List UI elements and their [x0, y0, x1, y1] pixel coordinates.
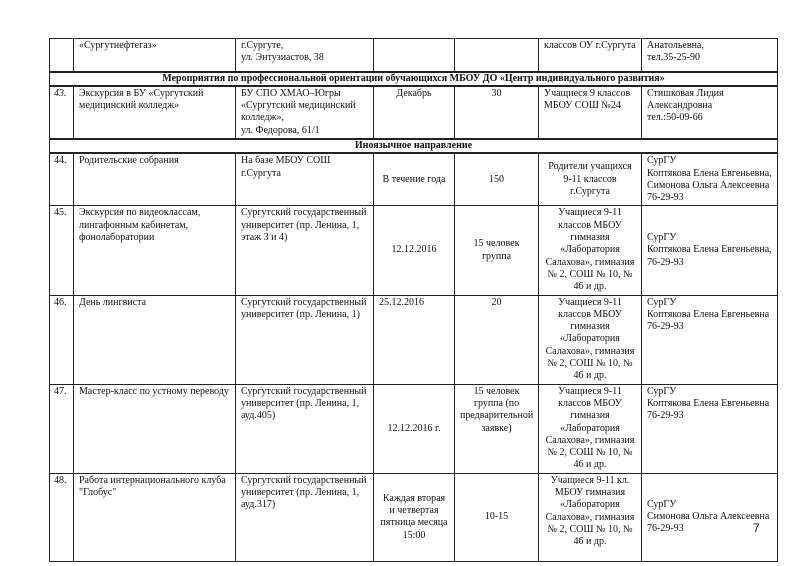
cell-num: 48. — [50, 473, 74, 561]
cell-date: Каждая вторая и четвертая пятница месяца 15:00 — [374, 473, 455, 561]
cell-place: На базе МБОУ СОШ г.Сургута — [236, 153, 374, 206]
cell-num: 43. — [50, 86, 74, 139]
cell-participants: Учащиеся 9-11 классов МБОУ гимназия «Лаборатория Салахова», гимназия № 2, СОШ № 10, № 46 и др. — [539, 206, 642, 295]
section-header — [50, 139, 778, 153]
table-row — [50, 295, 778, 384]
cell-date: 25.12.2016 — [374, 295, 455, 384]
cell-participants: Родители учащихся 9-11 классов г.Сургута — [539, 153, 642, 206]
cell-event: Родительские собрания — [74, 153, 236, 206]
table-row — [50, 206, 778, 295]
cell-participants: Учащиеся 9-11 классов МБОУ гимназия «Лаборатория Салахова», гимназия № 2, СОШ № 10, № 46 и др. — [539, 384, 642, 473]
cell-responsible: СурГУ Коптякова Елена Евгеньевна, 76-29-93 — [642, 206, 778, 295]
cell-responsible: СурГУ Коптякова Елена Евгеньевна, Симонова Ольга Алексеевна 76-29-93 — [642, 153, 778, 206]
cell-event: «Сургутнефтегаз» — [74, 39, 236, 72]
cell-participants: Учащиеся 9-11 кл. МБОУ гимназия «Лаборатория Салахова», гимназия № 2, СОШ № 10, № 46 и др. — [539, 473, 642, 561]
cell-num: 44. — [50, 153, 74, 206]
cell-count: 10-15 — [455, 473, 539, 561]
cell-participants: Учащиеся 9-11 классов МБОУ гимназия «Лаборатория Салахова», гимназия № 2, СОШ № 10, № 46 и др. — [539, 295, 642, 384]
events-table — [49, 38, 778, 562]
cell-date: В течение года — [374, 153, 455, 206]
cell-place: Сургутский государственный университет (пр. Ленина, 1, этаж 3 и 4) — [236, 206, 374, 295]
cell-place: Сургутский государственный университет (пр. Ленина, 1, ауд.317) — [236, 473, 374, 561]
cell-participants: Учащиеся 9 классов МБОУ СОШ №24 — [539, 86, 642, 139]
cell-num: 46. — [50, 295, 74, 384]
cell-event: Экскурсия по видеоклассам, лингафонным кабинетам, фонолаборатории — [74, 206, 236, 295]
cell-place: БУ СПО ХМАО–Югры «Сургутский медицинский колледж», ул. Федорова, 61/1 — [236, 86, 374, 139]
cell-date: 12.12.2016 г. — [374, 384, 455, 473]
cell-event: Мастер-класс по устному переводу — [74, 384, 236, 473]
cell-event: Экскурсия в БУ «Сургутский медицинский колледж» — [74, 86, 236, 139]
cell-count: 20 — [455, 295, 539, 384]
section-header — [50, 72, 778, 86]
cell-num: 45. — [50, 206, 74, 295]
cell-count: 30 — [455, 86, 539, 139]
cell-date — [374, 39, 455, 72]
table-row — [50, 384, 778, 473]
cell-place: г.Сургуте, ул. Энтузиастов, 38 — [236, 39, 374, 72]
page-number: 7 — [753, 521, 760, 535]
cell-date: 12.12.2016 — [374, 206, 455, 295]
cell-event: Работа интернационального клуба "Глобус" — [74, 473, 236, 561]
cell-count — [455, 39, 539, 72]
cell-responsible: СурГУ Коптякова Елена Евгеньевна 76-29-93 — [642, 295, 778, 384]
cell-count: 15 человек группа (по предварительной заявке) — [455, 384, 539, 473]
cell-responsible: СурГУ Симонова Ольга Алексеевна 76-29-93 — [642, 473, 778, 561]
section-title: Мероприятия по профессиональной ориентации обучающихся МБОУ ДО «Центр индивидуального развития» — [50, 72, 778, 86]
table-row — [50, 473, 778, 561]
cell-participants: классов ОУ г.Сургута — [539, 39, 642, 72]
cell-responsible: СурГУ Коптякова Елена Евгеньевна 76-29-93 — [642, 384, 778, 473]
cell-date: Декабрь — [374, 86, 455, 139]
table-row — [50, 39, 778, 72]
cell-count: 150 — [455, 153, 539, 206]
section-title: Иноязычное направление — [50, 139, 778, 153]
cell-responsible: Стишковая Лидия Александровна тел.:50-09-66 — [642, 86, 778, 139]
cell-count: 15 человек группа — [455, 206, 539, 295]
table-row — [50, 86, 778, 139]
cell-responsible: Анатольевна, тел.35-25-90 — [642, 39, 778, 72]
cell-place: Сургутский государственный университет (пр. Ленина, 1) — [236, 295, 374, 384]
table-row — [50, 153, 778, 206]
cell-place: Сургутский государственный университет (пр. Ленина, 1, ауд.405) — [236, 384, 374, 473]
cell-event: День лингвиста — [74, 295, 236, 384]
cell-num: 47. — [50, 384, 74, 473]
cell-num — [50, 39, 74, 72]
